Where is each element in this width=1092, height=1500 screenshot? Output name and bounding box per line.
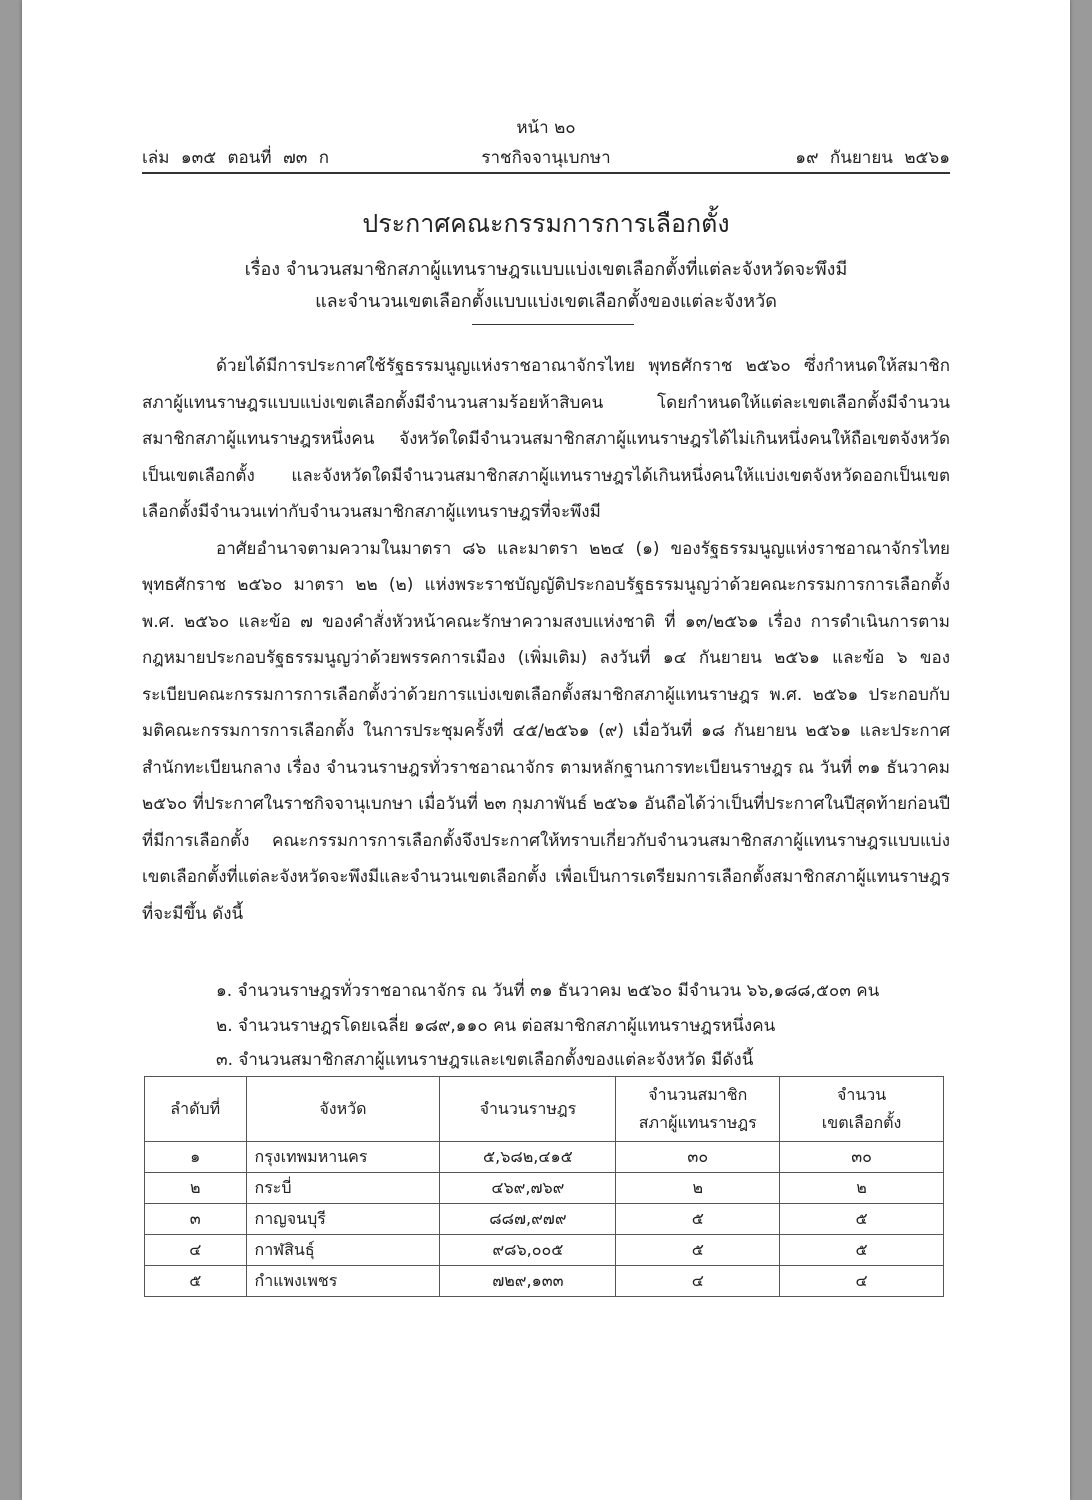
col-header-order: ลำดับที่ <box>145 1077 247 1142</box>
page-number: หน้า ๒๐ <box>516 118 576 138</box>
cell-districts: ๔ <box>780 1266 944 1297</box>
table-row <box>145 1204 944 1235</box>
cell-mps: ๕ <box>616 1204 780 1235</box>
cell-mps: ๒ <box>616 1173 780 1204</box>
list-item-3: ๓. จำนวนสมาชิกสภาผู้แทนราษฎรและเขตเลือกตั้งของแต่ละจังหวัด มีดังนี้ <box>216 1050 754 1070</box>
col-header-province: จังหวัด <box>246 1077 440 1142</box>
title-divider <box>472 324 634 325</box>
announcement-title: ประกาศคณะกรรมการการเลือกตั้ง <box>362 209 730 238</box>
cell-mps: ๓๐ <box>616 1142 780 1173</box>
cell-province: กรุงเทพมหานคร <box>246 1142 440 1173</box>
numbered-list <box>142 974 950 1078</box>
col-header-districts: จำนวน เขตเลือกตั้ง <box>780 1077 944 1142</box>
cell-population: ๙๘๖,๐๐๕ <box>440 1235 616 1266</box>
paragraph-2: อาศัยอำนาจตามความในมาตรา ๘๖ และมาตรา ๒๒๔ (๑) ของรัฐธรรมนูญแห่งราชอาณาจักรไทย พุทธศักราช ๒๕๖๐ มาตรา ๒๒ (๒) แห่งพระราชบัญญัติประกอบรัฐธรรมนูญว่าด้วยคณะกรรมการการเลือกตั้ง พ.ศ. ๒๕๖๐ และข้อ ๗ ของคำสั่งหัวหน้าคณะรักษาความสงบแห่งชาติ ที่ ๑๓/๒๕๖๑ เรื่อง การดำเนินการตามกฎหมายประกอบรัฐธรรมนูญว่าด้วยพรรคการเมือง (เพิ่มเติม) ลงวันที่ ๑๔ กันยายน ๒๕๖๑ และข้อ ๖ ของระเบียบคณะกรรมการการเลือกตั้งว่าด้วยการแบ่งเขตเลือกตั้งสมาชิกสภาผู้แทนราษฎร พ.ศ. ๒๕๖๑ ประกอบกับมติคณะกรรมการการเลือกตั้ง ในการประชุมครั้งที่ ๔๕/๒๕๖๑ (๙) เมื่อวันที่ ๑๘ กันยายน ๒๕๖๑ และประกาศสำนักทะเบียนกลาง เรื่อง จำนวนราษฎรทั่วราชอาณาจักร ตามหลักฐานการทะเบียนราษฎร ณ วันที่ ๓๑ ธันวาคม ๒๕๖๐ ที่ประกาศในราชกิจจานุเบกษา เมื่อวันที่ ๒๓ กุมภาพันธ์ ๒๕๖๑ อันถือได้ว่าเป็นที่ประกาศในปีสุดท้ายก่อนปีที่มีการเลือกตั้ง คณะกรรมการการเลือกตั้งจึงประกาศให้ทราบเกี่ยวกับจำนวนสมาชิกสภาผู้แทนราษฎรแบบแบ่งเขตเลือกตั้งที่แต่ละจังหวัดจะพึงมีและจำนวนเขตเลือกตั้ง เพื่อเป็นการเตรียมการเลือกตั้งสมาชิกสภาผู้แทนราษฎรที่จะมีขึ้น ดังนี้ <box>142 538 950 924</box>
province-table <box>144 1076 944 1297</box>
cell-order: ๕ <box>145 1266 247 1297</box>
table-row <box>145 1266 944 1297</box>
cell-districts: ๕ <box>780 1235 944 1266</box>
cell-order: ๔ <box>145 1235 247 1266</box>
cell-districts: ๓๐ <box>780 1142 944 1173</box>
document-page <box>22 0 1070 1500</box>
table-row <box>145 1173 944 1204</box>
cell-order: ๓ <box>145 1204 247 1235</box>
cell-districts: ๒ <box>780 1173 944 1204</box>
cell-order: ๒ <box>145 1173 247 1204</box>
cell-mps: ๔ <box>616 1266 780 1297</box>
paragraph-1: ด้วยได้มีการประกาศใช้รัฐธรรมนูญแห่งราชอาณาจักรไทย พุทธศักราช ๒๕๖๐ ซึ่งกำหนดให้สมาชิกสภาผู้แทนราษฎรแบบแบ่งเขตเลือกตั้งมีจำนวนสามร้อยห้าสิบคน โดยกำหนดให้แต่ละเขตเลือกตั้งมีจำนวนสมาชิกสภาผู้แทนราษฎรหนึ่งคน จังหวัดใดมีจำนวนสมาชิกสภาผู้แทนราษฎรได้ไม่เกินหนึ่งคนให้ถือเขตจังหวัดเป็นเขตเลือกตั้ง และจังหวัดใดมีจำนวนสมาชิกสภาผู้แทนราษฎรได้เกินหนึ่งคนให้แบ่งเขตจังหวัดออกเป็นเขตเลือกตั้งมีจำนวนเท่ากับจำนวนสมาชิกสภาผู้แทนราษฎรที่จะพึงมี <box>142 356 950 522</box>
cell-province: กาญจนบุรี <box>246 1204 440 1235</box>
cell-districts: ๕ <box>780 1204 944 1235</box>
cell-population: ๘๘๗,๙๗๙ <box>440 1204 616 1235</box>
col-header-population: จำนวนราษฎร <box>440 1077 616 1142</box>
subject-line-1: เรื่อง จำนวนสมาชิกสภาผู้แทนราษฎรแบบแบ่งเขตเลือกตั้งที่แต่ละจังหวัดจะพึงมี <box>244 259 848 280</box>
cell-population: ๗๒๙,๑๓๓ <box>440 1266 616 1297</box>
cell-population: ๔๖๙,๗๖๙ <box>440 1173 616 1204</box>
table-row <box>145 1142 944 1173</box>
gazette-header <box>142 144 950 174</box>
list-item-1: ๑. จำนวนราษฎรทั่วราชอาณาจักร ณ วันที่ ๓๑ ธันวาคม ๒๕๖๐ มีจำนวน ๖๖,๑๘๘,๕๐๓ คน <box>216 981 880 1001</box>
cell-mps: ๕ <box>616 1235 780 1266</box>
cell-province: กาฬสินธุ์ <box>246 1235 440 1266</box>
cell-province: กำแพงเพชร <box>246 1266 440 1297</box>
volume-issue: เล่ม ๑๓๕ ตอนที่ ๗๓ ก <box>142 148 330 168</box>
cell-order: ๑ <box>145 1142 247 1173</box>
table-header-row <box>145 1077 944 1142</box>
cell-population: ๕,๖๘๒,๔๑๕ <box>440 1142 616 1173</box>
list-item-2: ๒. จำนวนราษฎรโดยเฉลี่ย ๑๘๙,๑๑๐ คน ต่อสมาชิกสภาผู้แทนราษฎรหนึ่งคน <box>216 1015 776 1036</box>
gazette-name: ราชกิจจานุเบกษา <box>481 148 611 168</box>
cell-province: กระบี่ <box>246 1173 440 1204</box>
publication-date: ๑๙ กันยายน ๒๕๖๑ <box>795 148 950 168</box>
subject-line-2: และจำนวนเขตเลือกตั้งแบบแบ่งเขตเลือกตั้งของแต่ละจังหวัด <box>315 291 777 312</box>
announcement-body <box>142 348 950 932</box>
col-header-mps: จำนวนสมาชิก สภาผู้แทนราษฎร <box>616 1077 780 1142</box>
table-row <box>145 1235 944 1266</box>
